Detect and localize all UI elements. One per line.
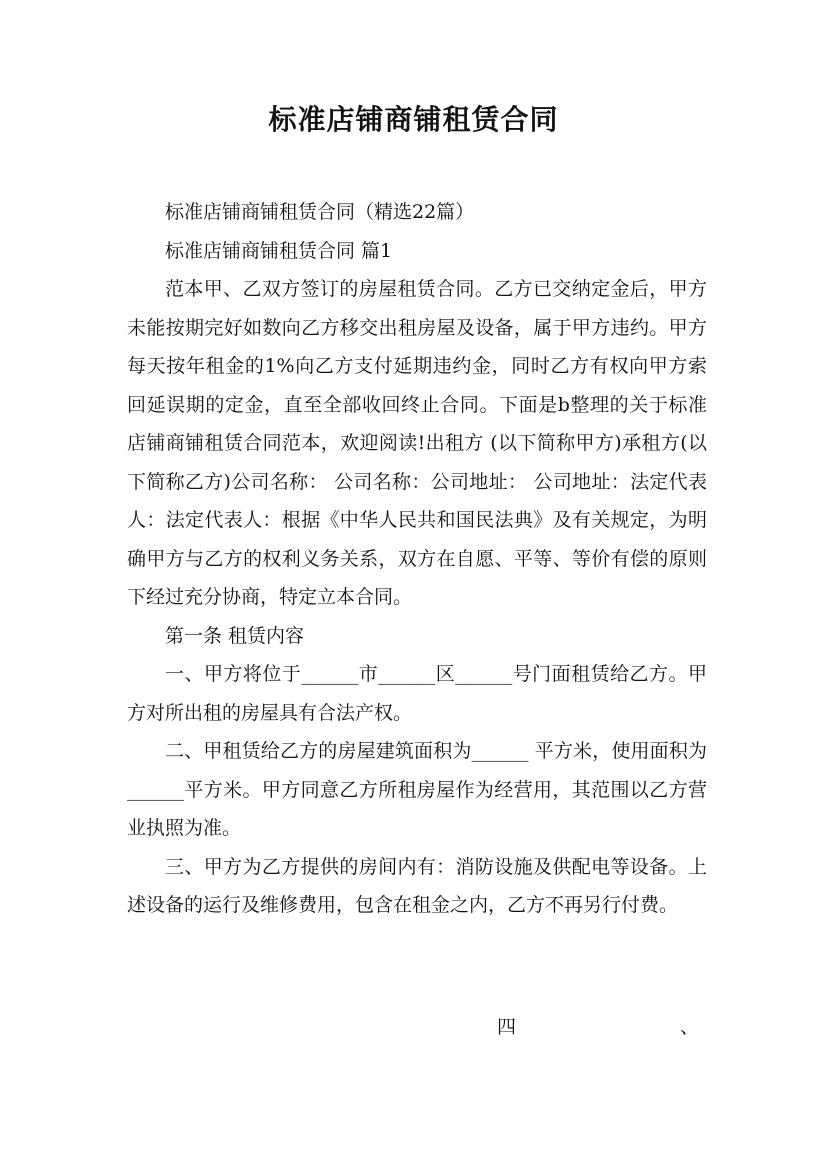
- paragraph-clause-one: 一、甲方将位于______市______区______号门面租赁给乙方。甲方对所出租的房屋具有合法产权。: [127, 663, 707, 724]
- paragraph-clause-three: 三、甲方为乙方提供的房间内有：消防设施及供配电等设备。上述设备的运行及维修费用，包含在租金之内，乙方不再另行付费。: [127, 855, 707, 916]
- paragraph-intro: 范本甲、乙双方签订的房屋租赁合同。乙方已交纳定金后，甲方未能按期完好如数向乙方移交出租房屋及设备，属于甲方违约。甲方每天按年租金的1%向乙方支付延期违约金，同时乙方有权向甲方索回延误期的定金，直至全部收回终止合同。下面是b整理的关于标准店铺商铺租赁合同范本，欢迎阅读!出租方 (以下简称甲方)承租方(以下简称乙方)公司名称： 公司名称：公司地址： 公司地址：法定代表人：法定代表人：根据《中华人民共和国民法典》及有关规定，为明确甲方与乙方的权利义务关系，双方在自愿、平等、等价有偿的原则下经过充分协商，特定立本合同。: [127, 278, 707, 608]
- paragraph-section-heading: 标准店铺商铺租赁合同 篇1: [165, 239, 393, 262]
- partial-clause-four: [127, 1008, 707, 1046]
- document-body: [127, 193, 707, 925]
- paragraph-collection-title: 标准店铺商铺租赁合同（精选22篇）: [165, 201, 475, 223]
- clause-four-number: 四: [497, 1016, 517, 1038]
- clause-four-separator: 、: [680, 1016, 700, 1038]
- paragraph-clause-two: 二、甲租赁给乙方的房屋建筑面积为______ 平方米，使用面积为______平方米。甲方同意乙方所租房屋作为经营用，其范围以乙方营业执照为准。: [127, 740, 707, 839]
- paragraph-article-one-heading: 第一条 租赁内容: [165, 624, 305, 647]
- document-title: 标准店铺商铺租赁合同: [268, 103, 559, 136]
